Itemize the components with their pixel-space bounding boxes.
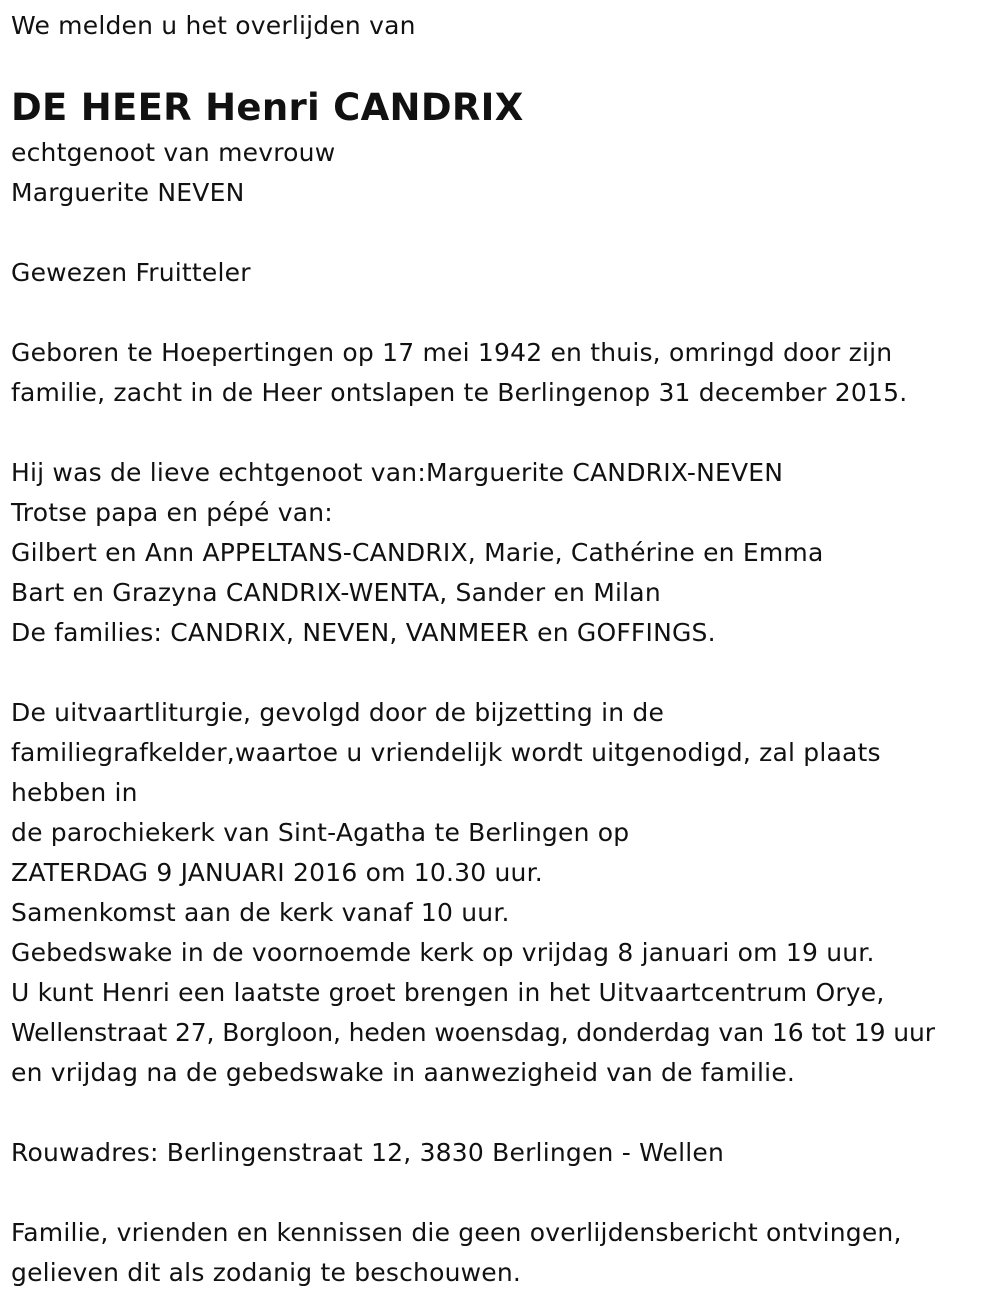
intro-text: We melden u het overlijden van — [11, 11, 416, 40]
mourning-address: Rouwadres: Berlingenstraat 12, 3830 Berlingen - Wellen — [11, 1138, 725, 1167]
spouse-name: Marguerite NEVEN — [11, 178, 245, 207]
spacer — [11, 213, 996, 253]
funeral-line: Gebedswake in de voornoemde kerk op vrijdag 8 januari om 19 uur. — [11, 938, 875, 967]
funeral-line: Wellenstraat 27, Borgloon, heden woensdag, donderdag van 16 tot 19 uur — [11, 1018, 935, 1047]
occupation: Gewezen Fruitteler — [11, 258, 251, 287]
family-line: Bart en Grazyna CANDRIX-WENTA, Sander en Milan — [11, 578, 661, 607]
spouse-label: echtgenoot van mevrouw — [11, 138, 336, 167]
birth-paragraph — [11, 333, 996, 413]
birth-line: familie, zacht in de Heer ontslapen te Berlingenop 31 december 2015. — [11, 378, 908, 407]
spacer — [11, 413, 996, 453]
spacer — [11, 1093, 996, 1133]
spacer — [11, 293, 996, 333]
funeral-line: hebben in — [11, 778, 138, 807]
funeral-paragraph — [11, 693, 996, 1093]
closing-line: gelieven dit als zodanig te beschouwen. — [11, 1258, 522, 1287]
funeral-line: ZATERDAG 9 JANUARI 2016 om 10.30 uur. — [11, 858, 543, 887]
obituary-notice — [11, 0, 996, 1293]
funeral-line: de parochiekerk van Sint-Agatha te Berlingen op — [11, 818, 630, 847]
funeral-line: familiegrafkelder,waartoe u vriendelijk wordt uitgenodigd, zal plaats — [11, 738, 881, 767]
family-paragraph — [11, 453, 996, 653]
closing-line: Familie, vrienden en kennissen die geen overlijdensbericht ontvingen, — [11, 1218, 902, 1247]
spacer — [11, 1173, 996, 1213]
family-line: Hij was de lieve echtgenoot van:Marguerite CANDRIX-NEVEN — [11, 458, 784, 487]
birth-line: Geboren te Hoepertingen op 17 mei 1942 en thuis, omringd door zijn — [11, 338, 893, 367]
funeral-line: en vrijdag na de gebedswake in aanwezigheid van de familie. — [11, 1058, 796, 1087]
funeral-line: Samenkomst aan de kerk vanaf 10 uur. — [11, 898, 510, 927]
funeral-line: De uitvaartliturgie, gevolgd door de bijzetting in de — [11, 698, 665, 727]
family-line: De families: CANDRIX, NEVEN, VANMEER en GOFFINGS. — [11, 618, 716, 647]
deceased-name: DE HEER Henri CANDRIX — [11, 86, 524, 129]
spacer — [11, 653, 996, 693]
funeral-line: U kunt Henri een laatste groet brengen in het Uitvaartcentrum Orye, — [11, 978, 885, 1007]
family-line: Trotse papa en pépé van: — [11, 498, 333, 527]
closing-paragraph — [11, 1213, 996, 1293]
family-line: Gilbert en Ann APPELTANS-CANDRIX, Marie, Cathérine en Emma — [11, 538, 824, 567]
